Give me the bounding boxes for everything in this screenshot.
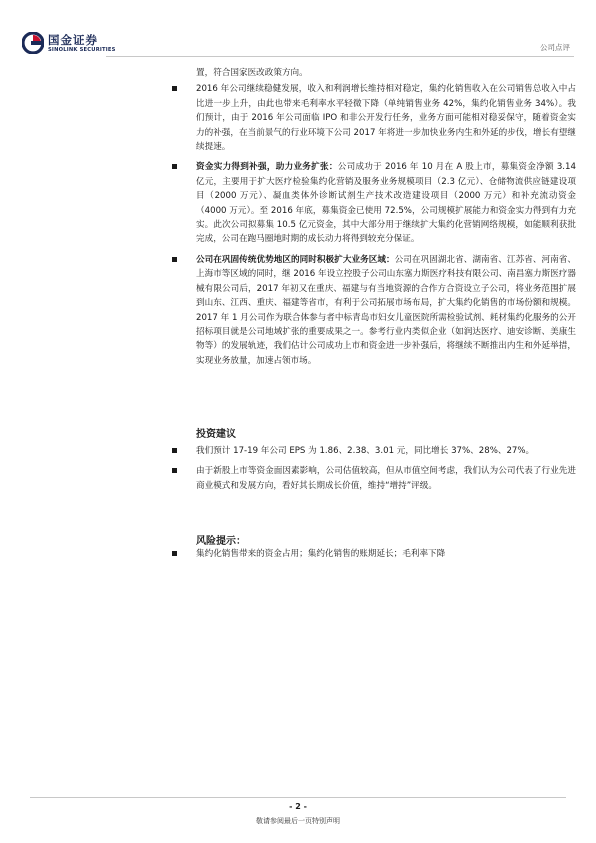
sinolink-logo-icon [22, 32, 44, 54]
bullet-square-icon [172, 448, 177, 453]
bullet-square-icon [172, 86, 177, 91]
bullet-text: 2016 年公司继续稳健发展，收入和利润增长维持相对稳定，集约化销售收入在公司销售总收入中占比进一步上升，由此也带来毛利率水平轻微下降（单纯销售业务 42%，集约化销售业务 34%）。我们预计，由于 2016 年公司面临 IPO 和非公开发行任务，业务方面可能相对稳妥保守，随着资金实力的补强，在当前景气的行业环境下公司 2017 年将进一步加快业务内生和外延的步伐，增长有望继续提速。 [196, 84, 576, 153]
page-header [0, 0, 596, 62]
bullet-item-business [196, 82, 576, 154]
header-divider [106, 56, 574, 57]
logo-english-name: SINOLINK SECURITIES [48, 47, 116, 53]
risk-content [196, 547, 576, 563]
bullet-text: 公司在巩固湖北省、湖南省、江苏省、河南省、上海市等区域的同时，继 2016 年设立控股子公司山东塞力斯医疗科技有限公司、南昌塞力斯医疗器械有限公司后，2017 年初又在重庆、福建与有当地资源的合作方合资设立子公司，将业务范围扩展到山东、江西、重庆、福建等省市，有利于公司拓展市场布局，扩大集约化销售的市场份额和规模。2017 年 1 月公司作为联合体参与者中标青岛市妇女儿童医院所需检验试剂、耗材集约化服务的公开招标项目就是公司地域扩张的重要成果之一。参考行业内类似企业（如润达医疗、迪安诊断、美康生物等）的发展轨迹，我们估计公司成功上市和资金进一步补强后，将继续不断推出内生和外延举措，实现业务放量，加速占领市场。 [196, 254, 576, 366]
investment-content [196, 444, 576, 495]
bullet-text: 集约化销售带来的资金占用；集约化销售的账期延长；毛利率下降 [196, 549, 446, 559]
section-title-risk: 风险提示： [196, 536, 246, 547]
bullet-square-icon [172, 164, 177, 169]
investment-item-rating [196, 464, 576, 493]
bullet-square-icon [172, 468, 177, 473]
bullet-text: 由于新股上市等资金面因素影响，公司估值较高，但从市值空间考虑，我们认为公司代表了行业先进商业模式和发展方向，看好其长期成长价值，维持“增持”评级。 [196, 466, 576, 491]
bullet-item-region [196, 253, 576, 368]
body-content [196, 66, 576, 370]
section-title-investment: 投资建议 [196, 429, 236, 440]
bullet-square-icon [172, 257, 177, 262]
footer-divider [30, 797, 566, 798]
page-number: - 2 - [289, 802, 307, 811]
footer-disclaimer: 敬请参阅最后一页特别声明 [256, 817, 340, 825]
bullet-heading: 资金实力得到补强，助力业务扩张： [196, 162, 338, 173]
logo-chinese-name: 国金证券 [48, 33, 98, 47]
bullet-square-icon [172, 551, 177, 556]
bullet-item-capital [196, 160, 576, 246]
bullet-text: 公司成功于 2016 年 10 月在 A 股上市，募集资金净额 3.14 亿元，主要用于扩大医疗检验集约化营销及服务业务规模项目（2.3 亿元）、仓储物流供应链建设项目（2000 万元）、凝血类体外诊断试剂生产技术改造建设项目（2000 万元）和补充流动资金（4000 万元）。至 2016 年底，募集资金已使用 72.5%，公司规模扩展能力和资金实力得到有力充实。此次公司拟募集 10.5 亿元资金，其中大部分用于继续扩大集约化营销网络规模，如能顺利获批完成，公司在跑马圈地时期的成长动力将得到较充分保证。 [196, 162, 576, 245]
investment-item-eps [196, 444, 576, 458]
bullet-heading: 公司在巩固传统优势地区的同时积极扩大业务区域： [196, 254, 395, 265]
company-logo [22, 32, 122, 56]
bullet-text: 我们预计 17-19 年公司 EPS 为 1.86、2.38、3.01 元，同比增长 37%、28%、27%。 [196, 446, 535, 456]
paragraph-continuation: 置，符合国家医改政策方向。 [196, 68, 308, 78]
document-type: 公司点评 [540, 43, 570, 52]
risk-item [196, 547, 576, 561]
